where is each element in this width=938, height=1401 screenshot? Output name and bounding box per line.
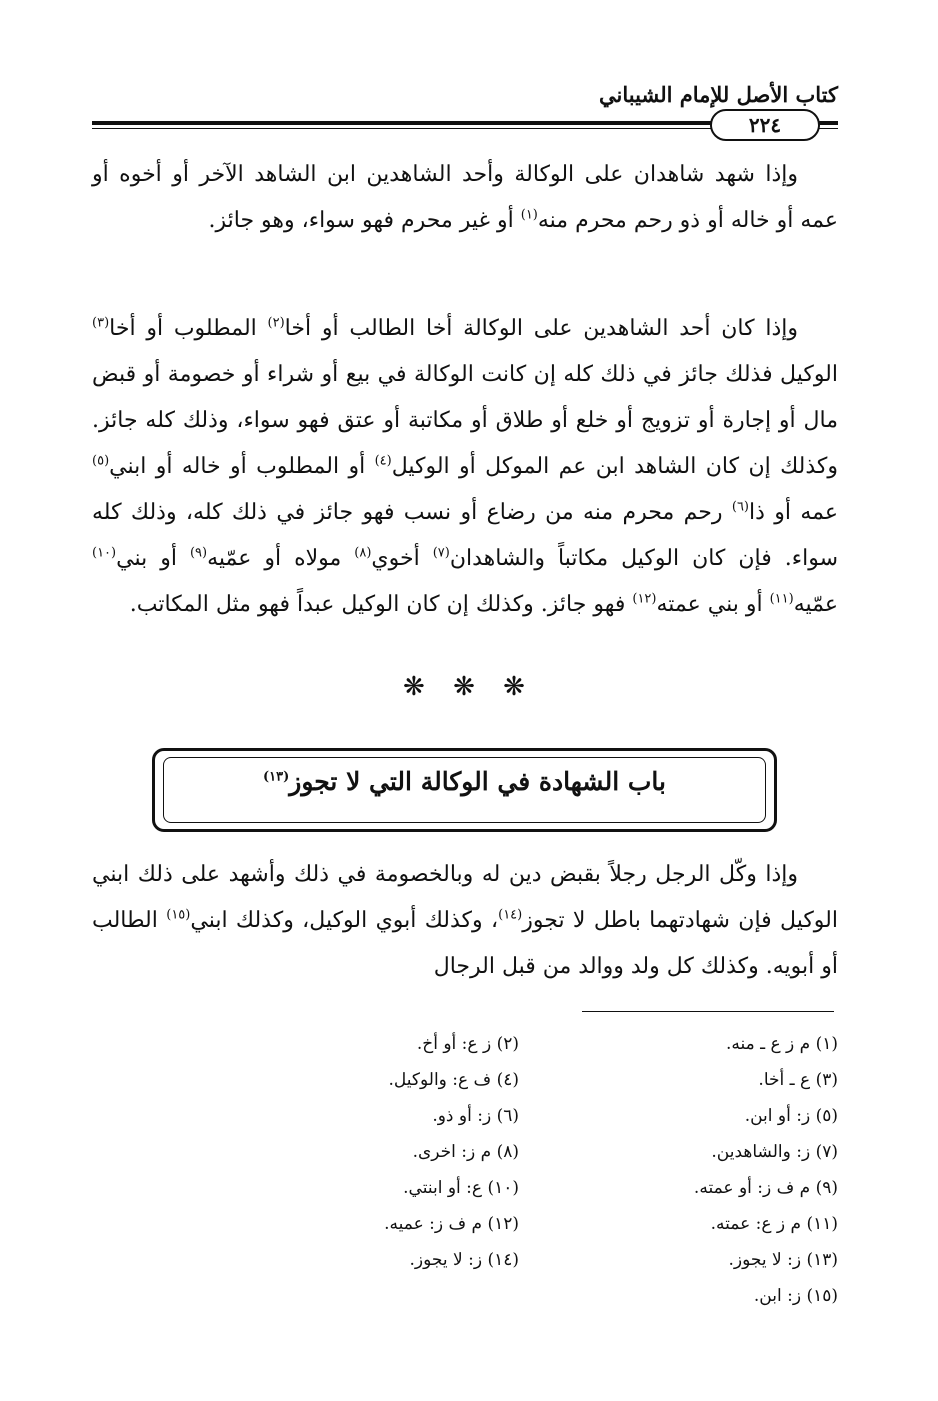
footnote: (٤) ف ع: والوكيل. <box>388 1070 519 1090</box>
footnote-marker: (١٣) <box>263 769 290 785</box>
footnote: (١٤) ز: لا يجوز. <box>409 1250 519 1270</box>
section-divider-ornament: ❋ ❋ ❋ <box>403 672 535 702</box>
footnote-marker: (٩) <box>189 545 208 561</box>
footnote: (١٠) ع: أو ابنتي. <box>403 1178 519 1198</box>
text-run: عمه أو ذا <box>749 500 838 525</box>
footnote-marker: (١٠) <box>92 545 117 561</box>
text-run: رحم محرم منه من رضاع أو نسب فهو جائز في ذلك كله، وذلك كله سواء. فإن كان الوكيل مكاتباً والشاهدان <box>92 500 838 571</box>
footnote: (١٣) ز: لا يجوز. <box>728 1250 838 1270</box>
footnote: (٧) ز: والشاهدين. <box>711 1142 838 1162</box>
paragraph-text <box>92 852 838 990</box>
paragraph-text <box>92 152 838 244</box>
text-run: الطالب أو أبويه. وكذلك كل ولد ووالد من قبل الرجال <box>92 908 838 979</box>
footnote-marker: (١٤) <box>498 907 523 923</box>
footnote: (١٢) م ف ز: عميه. <box>384 1214 519 1234</box>
footnote: (٩) م ف ز: أو عمته. <box>693 1178 838 1198</box>
text-run: مولاه أو عمّيه <box>207 546 355 571</box>
text-run: وإذا شهد شاهدان على الوكالة وأحد الشاهدين ابن الشاهد الآخر أو أخوه أو عمه أو خاله أو ذو رحم محرم منه <box>92 162 838 233</box>
footnote-marker: (١) <box>520 207 538 223</box>
footnote: (٥) ز: أو ابن. <box>744 1106 838 1126</box>
footnote-marker: (٨) <box>354 545 372 561</box>
footnote-marker: (٣) <box>92 315 110 331</box>
paragraph-1 <box>92 152 838 244</box>
text-run: وإذا كان أحد الشاهدين على الوكالة أخا الطالب أو أخا <box>284 316 798 341</box>
text-run: أو بني عمته <box>656 592 770 617</box>
footnote: (٦) ز: أو ذو. <box>432 1106 519 1126</box>
footnote-marker: (٤) <box>374 453 392 469</box>
paragraph-3 <box>92 852 838 990</box>
chapter-heading <box>155 767 774 796</box>
text-run: أخوي <box>371 546 433 571</box>
chapter-heading-text: باب الشهادة في الوكالة التي لا تجوز <box>289 767 666 796</box>
footnote: (١١) م ز ع: عمته. <box>710 1214 838 1234</box>
footnote: (٢) ز ع: أو أخ. <box>416 1034 519 1054</box>
footnote-marker: (٦) <box>731 499 749 515</box>
text-run: عمّيه <box>793 592 838 617</box>
footnote-marker: (٥) <box>92 453 110 469</box>
footnotes-block <box>240 1026 838 1314</box>
footnote-marker: (١٢) <box>632 591 657 607</box>
footnote: (٣) ع ـ أخا. <box>758 1070 838 1090</box>
footnote-separator <box>582 1011 834 1012</box>
text-run: أو غير محرم فهو سواء، وهو جائز. <box>208 208 521 233</box>
running-title: كتاب الأصل للإمام الشيباني <box>599 82 838 107</box>
text-run: أو بني <box>116 546 190 571</box>
text-run: المطلوب أو أخا <box>109 316 268 341</box>
text-run: أو المطلوب أو خاله أو ابني <box>109 454 375 479</box>
footnote: (١٥) ز: ابن. <box>753 1286 838 1306</box>
page-number: ٢٢٤ <box>710 109 820 141</box>
text-run: فهو جائز. وكذلك إن كان الوكيل عبداً فهو مثل المكاتب. <box>129 592 633 617</box>
paragraph-2 <box>92 306 838 628</box>
footnote: (٨) م ز: اخرى. <box>412 1142 519 1162</box>
footnote-marker: (٧) <box>432 545 450 561</box>
chapter-heading-frame <box>152 748 777 832</box>
text-run: الوكيل فذلك جائز في ذلك كله إن كانت الوكالة في بيع أو شراء أو خصومة أو قبض مال أو إجارة أو تزويج أو خلع أو طلاق أو مكاتبة أو عتق فهو سواء، وذلك كله جائز. وكذلك إن كان الشاهد ابن عم الموكل أو الوكيل <box>92 362 838 479</box>
text-run: وإذا وكّل الرجل رجلاً بقبض دين له وبالخصومة في ذلك وأشهد على ذلك ابني الوكيل فإن شهادتهما باطل لا تجوز <box>92 862 838 933</box>
footnote-marker: (١٥) <box>166 907 191 923</box>
footnote: (١) م ز ع ـ منه. <box>725 1034 838 1054</box>
text-run: ، وكذلك أبوي الوكيل، وكذلك ابني <box>190 908 499 933</box>
footnote-marker: (١١) <box>769 591 794 607</box>
paragraph-text <box>92 306 838 628</box>
footnote-marker: (٢) <box>267 315 285 331</box>
